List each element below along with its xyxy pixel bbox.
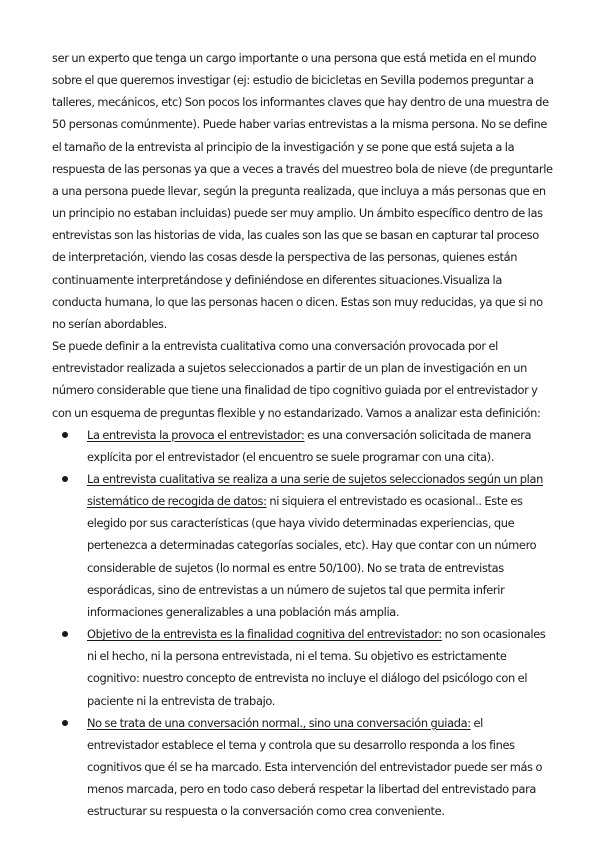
list-item-text: ni siquiera el entrevistado es ocasional.. Este es elegido por sus características (que haya vivido determinadas experiencias, que pertenezca a determinadas categorías sociales, etc). Hay que contar con un número considerable de sujetos (lo normal es entre 50/100). No se trata de entrevistas esporádicas, sino de entrevistas a un número de sujetos tal que permita inferir informaciones generalizables a una población más amplia. <box>87 494 537 619</box>
list-item <box>87 712 554 823</box>
bullet-icon <box>62 432 68 438</box>
list-item-heading: La entrevista cualitativa se realiza a una serie de sujetos seleccionados según un plan sistemático de recogida de datos: <box>87 471 543 509</box>
list-item-text: no son ocasionales ni el hecho, ni la persona entrevistada, ni el tema. Su objetivo es estrictamente cognitivo: nuestro concepto de entrevista no incluye el diálogo del psicólogo con el paciente ni la entrevista de trabajo. <box>87 627 546 708</box>
list-item <box>87 623 554 712</box>
definition-list <box>52 424 554 823</box>
list-item-heading: La entrevista la provoca el entrevistador: <box>87 427 305 442</box>
list-item-text: el entrevistador establece el tema y controla que su desarrollo responda a los fines cognitivos que él se ha marcado. Esta intervención del entrevistador puede ser más o menos marcada, pero en todo caso deberá respetar la libertad del entrevistado para estructurar su respuesta o la conversación como crea conveniente. <box>87 715 543 819</box>
list-item-heading: Objetivo de la entrevista es la finalidad cognitiva del entrevistador: <box>87 627 442 642</box>
paragraph-informantes: ser un experto que tenga un cargo importante o una persona que está metida en el mundo sobre el que queremos investigar (ej: estudio de bicicletas en Sevilla podemos preguntar a talleres, mecánicos, etc) Son pocos los informantes claves que hay dentro de una muestra de 50 personas comúnmente). Puede haber varias entrevistas a la misma persona. No se define el tamaño de la entrevista al principio de la investigación y se pone que está sujeta a la respuesta de las personas ya que a veces a través del muestreo bola de nieve (de preguntarle a una persona puede llevar, según la pregunta realizada, que incluya a más personas que en un principio no estaban incluidas) puede ser muy amplio. Un ámbito específico dentro de las entrevistas son las historias de vida, las cuales son las que se basan en capturar tal proceso de interpretación, viendo las cosas desde la perspectiva de las personas, quienes están continuamente interpretándose y definiéndose en diferentes situaciones.Visualiza la conducta humana, lo que las personas hacen o dicen. Estas son muy reducidas, ya que si no no serían abordables. <box>52 51 553 331</box>
bullet-icon <box>62 631 68 637</box>
paragraph-definicion: Se puede definir a la entrevista cualitativa como una conversación provocada por el entrevistador realizada a sujetos seleccionados a partir de un plan de investigación en un número considerable que tiene una finalidad de tipo cognitivo guiada por el entrevistador y con un esquema de preguntas flexible y no estandarizado. Vamos a analizar esta definición: <box>52 339 541 420</box>
list-item <box>87 424 554 468</box>
list-item-text: es una conversación solicitada de manera explícita por el entrevistador (el encuentro se suele programar con una cita). <box>87 427 532 464</box>
list-item-heading: No se trata de una conversación normal., sino una conversación guiada: <box>87 715 471 730</box>
list-item <box>87 468 554 623</box>
bullet-icon <box>62 476 68 482</box>
bullet-icon <box>62 720 68 726</box>
